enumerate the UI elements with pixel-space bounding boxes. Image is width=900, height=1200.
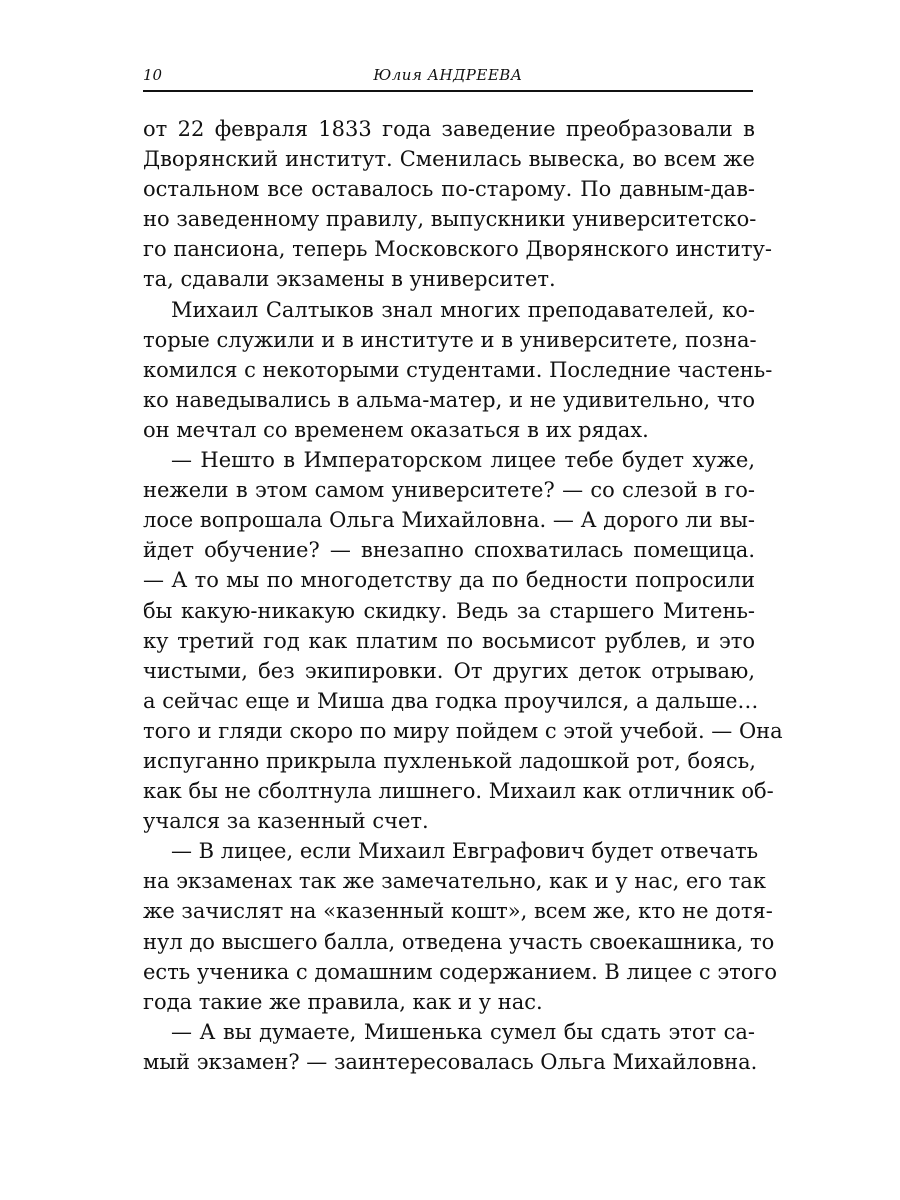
paragraph [143, 1017, 758, 1077]
text-line: Михаил Салтыков знал многих преподавателей, ко- [171, 297, 755, 322]
text-line: года такие же правила, как и у нас. [143, 989, 543, 1014]
text-line: но заведенному правилу, выпускники университетско- [143, 207, 757, 232]
paragraph [143, 114, 772, 295]
text-line: — А вы думаете, Мишенька сумел бы сдать этот са- [171, 1019, 755, 1044]
text-line: же зачислят на «казенный кошт», всем же, кто не дотя- [143, 899, 773, 924]
text-line: Дворянский институт. Сменилась вывеска, во всем же [143, 147, 755, 172]
text-line: ко наведывались в альма-матер, и не удивительно, что [143, 387, 755, 412]
text-line: — В лицее, если Михаил Евграфович будет отвечать [171, 839, 759, 864]
text-line: бы какую-никакую скидку. Ведь за старшего Митень- [143, 598, 755, 623]
text-line: лосе вопрошала Ольга Михайловна. — А дорого ли вы- [143, 508, 755, 533]
text-line: — Нешто в Императорском лицее тебе будет хуже, [171, 448, 755, 473]
text-line: остальном все оставалось по-старому. По давным-дав- [143, 177, 755, 202]
running-head: Юлия АНДРЕЕВА [373, 66, 523, 84]
text-line: он мечтал со временем оказаться в их рядах. [143, 417, 649, 442]
text-line: а сейчас еще и Миша два годка проучился, а дальше… [143, 688, 759, 713]
text-line: нежели в этом самом университете? — со слезой в го- [143, 478, 755, 503]
text-line: испуганно прикрыла пухленькой ладошкой рот, боясь, [143, 748, 756, 773]
text-line: торые служили и в институте и в университете, позна- [143, 327, 757, 352]
text-line: как бы не сболтнула лишнего. Михаил как отличник об- [143, 779, 774, 804]
text-line: го пансиона, теперь Московского Дворянского институ- [143, 237, 772, 262]
text-line: та, сдавали экзамены в университет. [143, 267, 556, 292]
page-number: 10 [143, 66, 163, 84]
text-line: на экзаменах так же замечательно, как и у нас, его так [143, 869, 766, 894]
text-line: чистыми, без экипировки. От других деток отрываю, [143, 658, 755, 683]
text-line: комился с некоторыми студентами. Последние частень- [143, 357, 773, 382]
body-text [143, 114, 783, 1077]
text-line: — А то мы по многодетству да по бедности попросили [143, 568, 755, 593]
text-line: есть ученика с домашним содержанием. В лицее с этого [143, 959, 778, 984]
text-line: учался за казенный счет. [143, 809, 429, 834]
paragraph [143, 295, 773, 445]
text-line: нул до высшего балла, отведена участь своекашника, то [143, 929, 775, 954]
text-line: от 22 февраля 1833 года заведение преобразовали в [143, 117, 755, 141]
text-line: того и гляди скоро по миру пойдем с этой учебой. — Она [143, 718, 783, 743]
paragraph [143, 445, 783, 836]
text-line: йдет обучение? — внезапно спохватилась помещица. [143, 538, 755, 563]
page-header [143, 62, 753, 92]
paragraph [143, 836, 778, 1017]
text-line: ку третий год как платим по восьмисот рублев, и это [143, 628, 755, 653]
text-line: мый экзамен? — заинтересовалась Ольга Михайловна. [143, 1049, 758, 1074]
